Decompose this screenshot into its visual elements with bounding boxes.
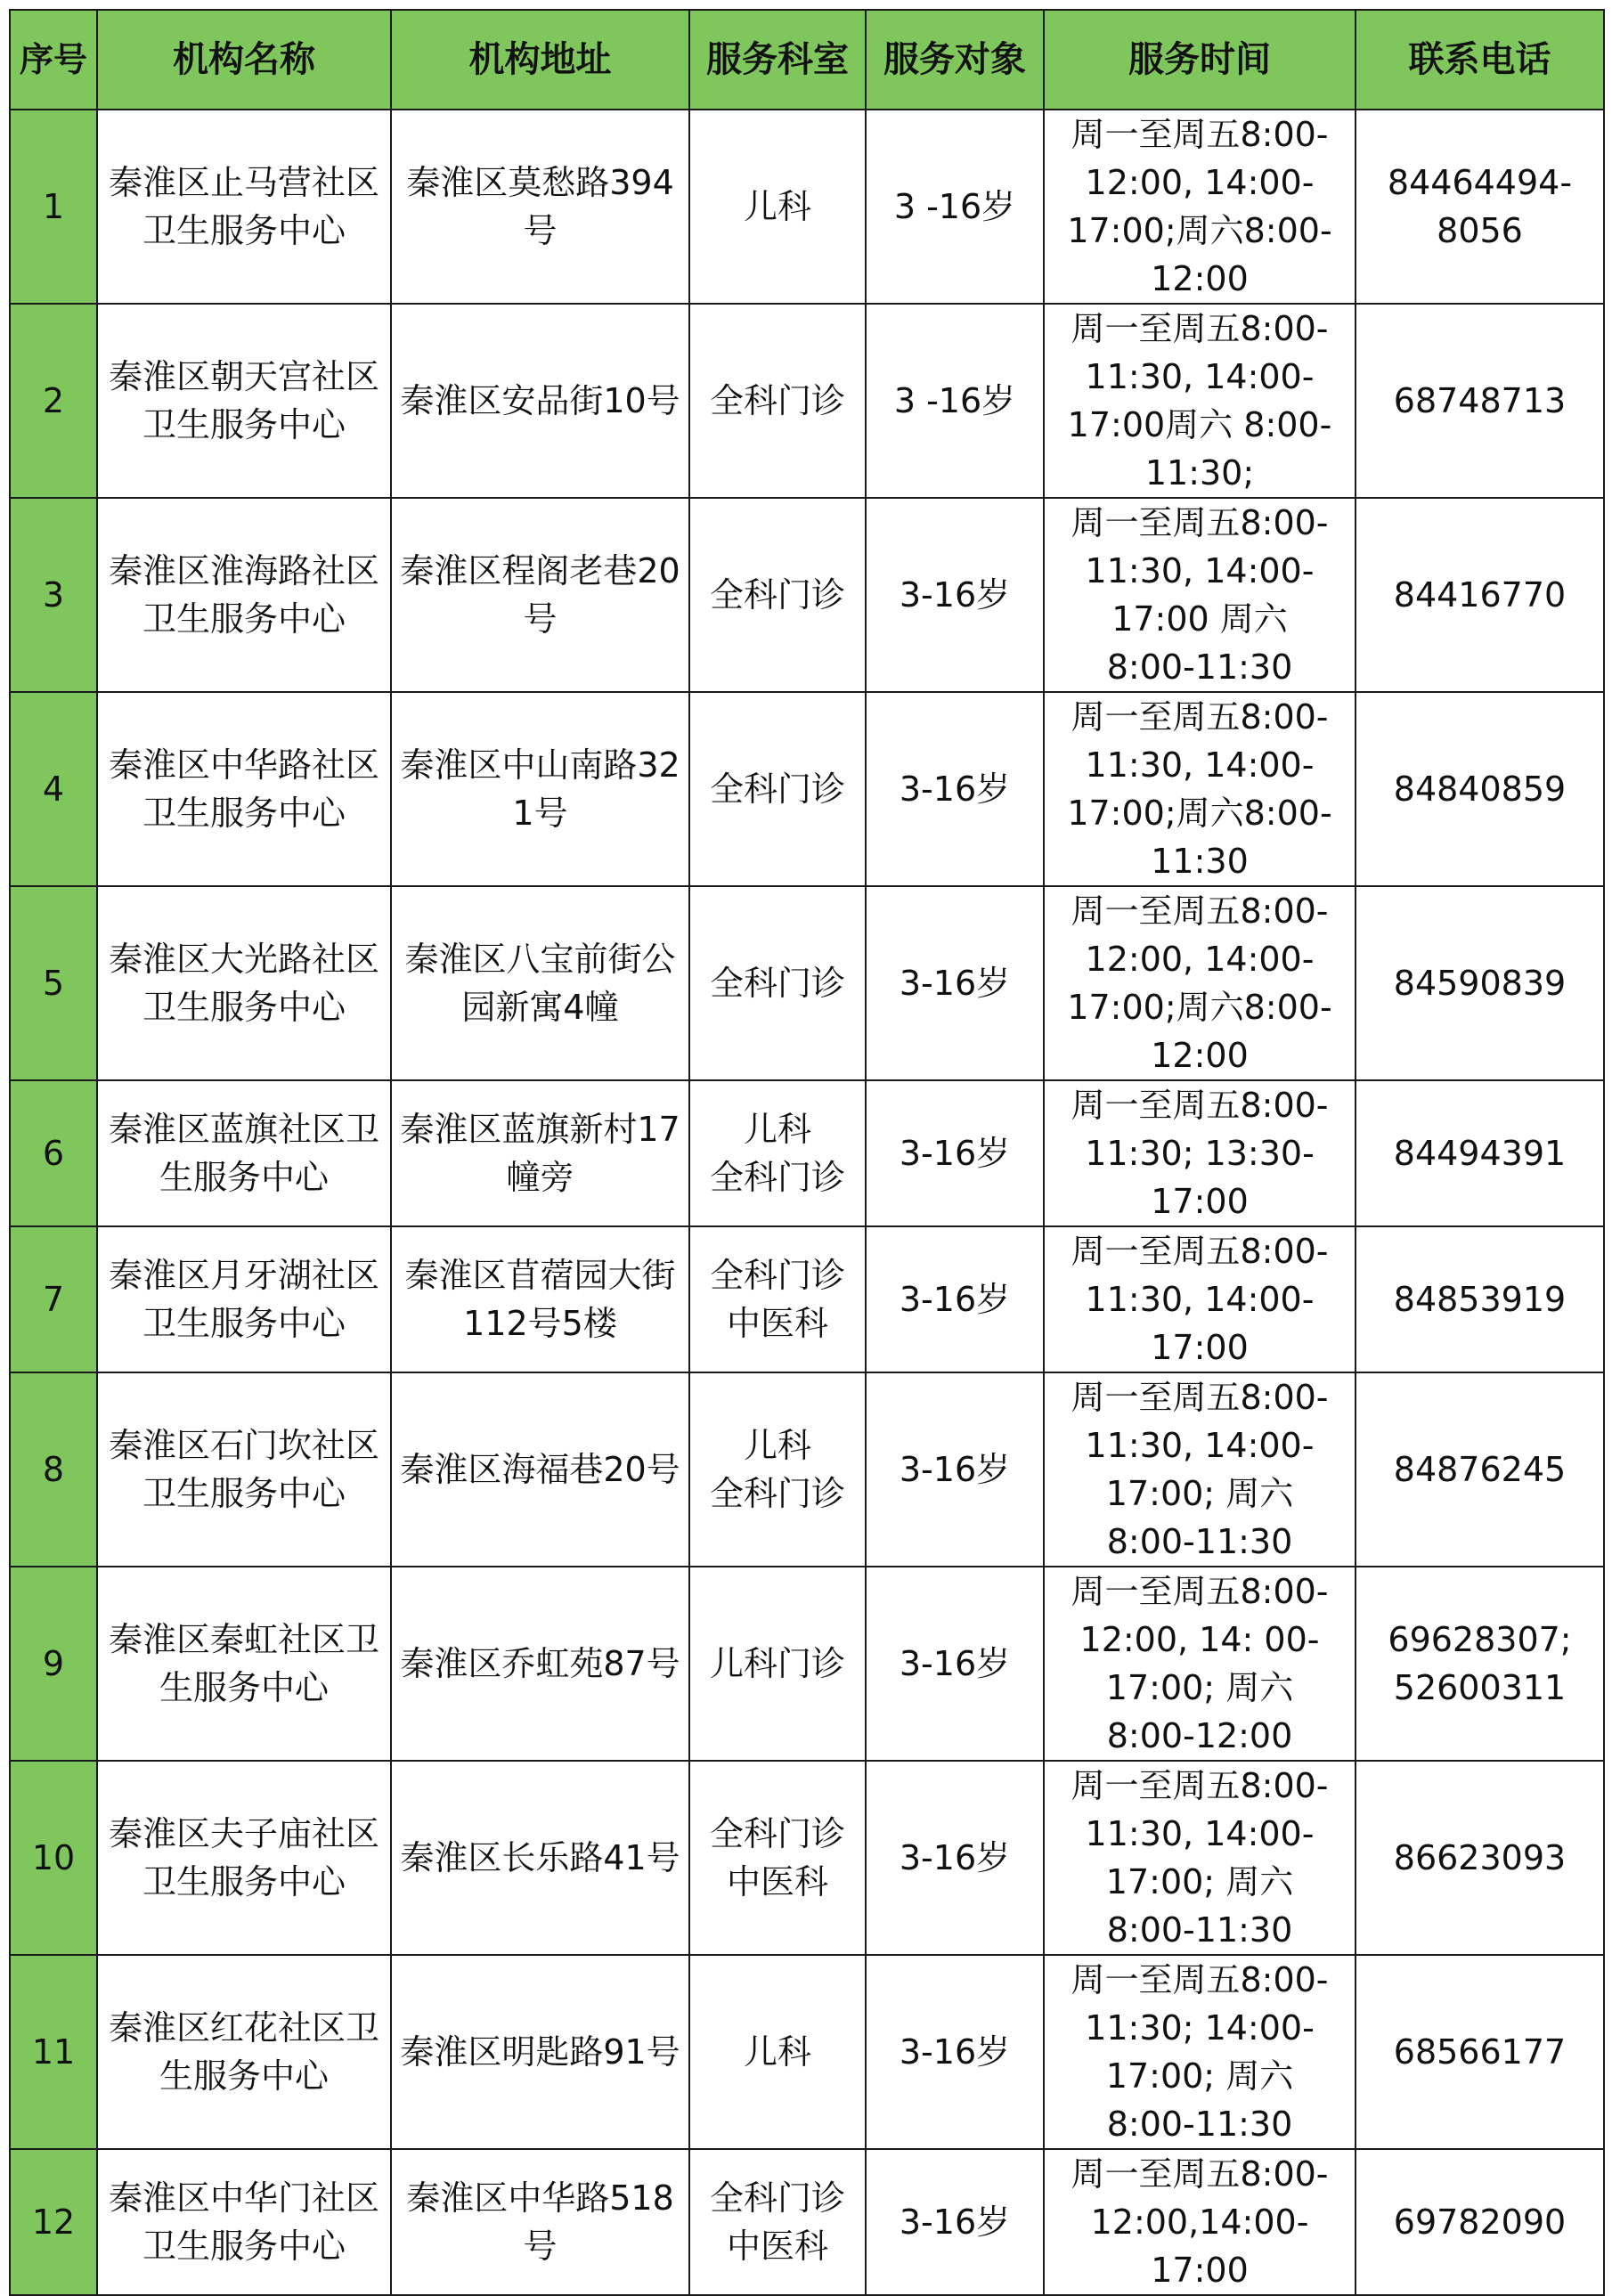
cell-department xyxy=(689,1372,866,1567)
cell-time-line: 周一至周五8:00- xyxy=(1071,503,1329,542)
cell-name: 秦淮区夫子庙社区卫生服务中心 xyxy=(97,1761,391,1955)
cell-time-line: 17:00 xyxy=(1151,1182,1249,1221)
header-phone: 联系电话 xyxy=(1356,10,1604,110)
cell-time-line: 周一至周五8:00- xyxy=(1071,309,1329,348)
cell-seq: 8 xyxy=(10,1372,97,1567)
cell-seq: 6 xyxy=(10,1080,97,1226)
cell-department-line: 儿科 xyxy=(743,187,811,226)
cell-phone-line: 84876245 xyxy=(1393,1450,1567,1489)
cell-phone-line: 69628307; xyxy=(1388,1620,1572,1659)
cell-time-line: 17:00 周六 xyxy=(1111,599,1288,639)
cell-department xyxy=(689,1761,866,1955)
table-row xyxy=(10,1567,1604,1761)
cell-time-line: 11:30, 14:00- xyxy=(1085,745,1315,785)
cell-seq: 1 xyxy=(10,110,97,304)
cell-phone xyxy=(1356,886,1604,1080)
cell-time-line: 17:00 xyxy=(1151,2251,1249,2290)
cell-time xyxy=(1044,692,1356,886)
cell-target: 3-16岁 xyxy=(866,498,1044,692)
header-seq-label: 序号 xyxy=(19,40,87,79)
cell-target: 3-16岁 xyxy=(866,1567,1044,1761)
cell-time-line: 12:00 xyxy=(1151,1036,1249,1075)
cell-address: 秦淮区长乐路41号 xyxy=(391,1761,689,1955)
cell-department-line: 全科门诊 xyxy=(709,381,845,420)
cell-time-line: 周一至周五8:00- xyxy=(1071,1960,1329,1999)
cell-time-line: 8:00-11:30 xyxy=(1106,2105,1293,2144)
cell-address: 秦淮区明匙路91号 xyxy=(391,1955,689,2149)
cell-department-line: 全科门诊 xyxy=(709,769,845,809)
cell-department-line: 儿科 xyxy=(743,1426,811,1465)
cell-department-line: 全科门诊 xyxy=(709,1256,845,1295)
cell-time-line: 17:00周六 8:00- xyxy=(1067,405,1332,444)
cell-time-line: 11:30, 14:00- xyxy=(1085,1280,1315,1319)
table-row xyxy=(10,1226,1604,1372)
cell-time xyxy=(1044,110,1356,304)
cell-time-line: 12:00, 14:00- xyxy=(1085,163,1315,202)
header-name: 机构名称 xyxy=(97,10,391,110)
cell-seq: 12 xyxy=(10,2149,97,2295)
cell-phone-line: 69782090 xyxy=(1393,2202,1567,2242)
cell-department-line: 儿科 xyxy=(743,2032,811,2072)
cell-time-line: 周一至周五8:00- xyxy=(1071,2154,1329,2194)
cell-department-line: 中医科 xyxy=(726,1304,828,1343)
cell-seq: 3 xyxy=(10,498,97,692)
cell-time xyxy=(1044,1567,1356,1761)
cell-time-line: 11:30, 14:00- xyxy=(1085,1814,1315,1853)
cell-department-line: 中医科 xyxy=(726,1862,828,1901)
cell-department-line: 儿科门诊 xyxy=(709,1644,845,1683)
header-department: 服务科室 xyxy=(689,10,866,110)
cell-time-line: 8:00-11:30 xyxy=(1106,1910,1293,1950)
table-row xyxy=(10,304,1604,498)
cell-department-line: 全科门诊 xyxy=(709,964,845,1003)
cell-time-line: 11:30, 14:00- xyxy=(1085,551,1315,590)
header-time: 服务时间 xyxy=(1044,10,1356,110)
cell-name: 秦淮区秦虹社区卫生服务中心 xyxy=(97,1567,391,1761)
cell-department-line: 全科门诊 xyxy=(709,1158,845,1197)
cell-time-line: 12:00,14:00- xyxy=(1090,2202,1309,2242)
cell-time-line: 11:30; 13:30- xyxy=(1085,1134,1315,1173)
cell-time xyxy=(1044,1372,1356,1567)
cell-target: 3-16岁 xyxy=(866,1080,1044,1226)
cell-seq: 7 xyxy=(10,1226,97,1372)
cell-name: 秦淮区中华门社区卫生服务中心 xyxy=(97,2149,391,2295)
cell-time-line: 11:30; xyxy=(1144,453,1255,493)
cell-address: 秦淮区海福巷20号 xyxy=(391,1372,689,1567)
cell-time-line: 17:00;周六8:00- xyxy=(1067,794,1332,833)
cell-phone-line: 68566177 xyxy=(1393,2032,1567,2072)
cell-department-line: 全科门诊 xyxy=(709,2178,845,2218)
table-row xyxy=(10,886,1604,1080)
table-row xyxy=(10,692,1604,886)
cell-department xyxy=(689,1080,866,1226)
cell-time-line: 17:00;周六8:00- xyxy=(1067,988,1332,1027)
cell-time xyxy=(1044,886,1356,1080)
cell-department xyxy=(689,1226,866,1372)
cell-name: 秦淮区石门坎社区卫生服务中心 xyxy=(97,1372,391,1567)
cell-department-line: 中医科 xyxy=(726,2227,828,2266)
cell-department xyxy=(689,1955,866,2149)
cell-name: 秦淮区淮海路社区卫生服务中心 xyxy=(97,498,391,692)
cell-time-line: 周一至周五8:00- xyxy=(1071,1766,1329,1805)
table-row xyxy=(10,1080,1604,1226)
table-row xyxy=(10,1761,1604,1955)
cell-time-line: 周一至周五8:00- xyxy=(1071,892,1329,931)
cell-phone xyxy=(1356,1226,1604,1372)
cell-phone-line: 8056 xyxy=(1437,211,1523,250)
cell-time-line: 周一至周五8:00- xyxy=(1071,697,1329,737)
cell-phone-line: 84590839 xyxy=(1393,964,1567,1003)
cell-seq: 10 xyxy=(10,1761,97,1955)
cell-time-line: 12:00, 14: 00- xyxy=(1079,1620,1320,1659)
cell-seq: 2 xyxy=(10,304,97,498)
cell-seq: 9 xyxy=(10,1567,97,1761)
cell-time xyxy=(1044,1226,1356,1372)
table-row xyxy=(10,110,1604,304)
cell-name: 秦淮区止马营社区卫生服务中心 xyxy=(97,110,391,304)
cell-time xyxy=(1044,304,1356,498)
cell-time-line: 周一至周五8:00- xyxy=(1071,1232,1329,1271)
cell-time-line: 周一至周五8:00- xyxy=(1071,115,1329,154)
cell-target: 3-16岁 xyxy=(866,2149,1044,2295)
cell-time-line: 11:30 xyxy=(1151,842,1249,881)
cell-phone xyxy=(1356,1761,1604,1955)
cell-address: 秦淮区莫愁路394号 xyxy=(391,110,689,304)
cell-time-line: 17:00; 周六 xyxy=(1105,1668,1294,1707)
cell-time-line: 11:30; 14:00- xyxy=(1085,2008,1315,2048)
cell-department xyxy=(689,2149,866,2295)
cell-phone-line: 86623093 xyxy=(1393,1838,1567,1877)
cell-target: 3 -16岁 xyxy=(866,110,1044,304)
cell-phone-line: 84494391 xyxy=(1393,1134,1567,1173)
table-row xyxy=(10,498,1604,692)
cell-name: 秦淮区朝天宫社区卫生服务中心 xyxy=(97,304,391,498)
cell-address: 秦淮区蓝旗新村17幢旁 xyxy=(391,1080,689,1226)
cell-name: 秦淮区月牙湖社区卫生服务中心 xyxy=(97,1226,391,1372)
cell-address: 秦淮区中华路518号 xyxy=(391,2149,689,2295)
table-row xyxy=(10,1955,1604,2149)
cell-time xyxy=(1044,1955,1356,2149)
cell-name: 秦淮区大光路社区卫生服务中心 xyxy=(97,886,391,1080)
cell-target: 3 -16岁 xyxy=(866,304,1044,498)
cell-phone xyxy=(1356,1080,1604,1226)
cell-name: 秦淮区红花社区卫生服务中心 xyxy=(97,1955,391,2149)
cell-time-line: 12:00 xyxy=(1151,259,1249,298)
cell-time-line: 8:00-12:00 xyxy=(1106,1716,1293,1755)
cell-address: 秦淮区安品街10号 xyxy=(391,304,689,498)
cell-phone xyxy=(1356,2149,1604,2295)
table-header-row xyxy=(10,10,1604,110)
table-body xyxy=(10,110,1604,2295)
cell-time-line: 17:00; 周六 xyxy=(1105,1474,1294,1513)
cell-address: 秦淮区八宝前街公园新寓4幢 xyxy=(391,886,689,1080)
cell-phone xyxy=(1356,110,1604,304)
cell-time xyxy=(1044,498,1356,692)
cell-time-line: 17:00; 周六 xyxy=(1105,2056,1294,2096)
cell-time-line: 12:00, 14:00- xyxy=(1085,940,1315,979)
cell-phone xyxy=(1356,498,1604,692)
cell-time-line: 周一至周五8:00- xyxy=(1071,1086,1329,1125)
cell-time-line: 17:00; 周六 xyxy=(1105,1862,1294,1901)
cell-time xyxy=(1044,2149,1356,2295)
cell-time xyxy=(1044,1761,1356,1955)
cell-phone xyxy=(1356,1567,1604,1761)
cell-department xyxy=(689,110,866,304)
cell-department xyxy=(689,692,866,886)
cell-seq: 5 xyxy=(10,886,97,1080)
cell-time-line: 周一至周五8:00- xyxy=(1071,1378,1329,1417)
cell-seq: 11 xyxy=(10,1955,97,2149)
cell-address: 秦淮区苜蓿园大街112号5楼 xyxy=(391,1226,689,1372)
cell-department xyxy=(689,304,866,498)
header-seq xyxy=(10,10,97,110)
cell-phone xyxy=(1356,692,1604,886)
cell-target: 3-16岁 xyxy=(866,1761,1044,1955)
cell-department-line: 全科门诊 xyxy=(709,575,845,615)
cell-target: 3-16岁 xyxy=(866,1226,1044,1372)
cell-phone-line: 52600311 xyxy=(1393,1668,1567,1707)
cell-time-line: 周一至周五8:00- xyxy=(1071,1572,1329,1611)
cell-department xyxy=(689,498,866,692)
cell-phone xyxy=(1356,1955,1604,2149)
cell-target: 3-16岁 xyxy=(866,886,1044,1080)
cell-time-line: 11:30, 14:00- xyxy=(1085,1426,1315,1465)
cell-phone-line: 84840859 xyxy=(1393,769,1567,809)
cell-phone-line: 68748713 xyxy=(1393,381,1567,420)
cell-department-line: 儿科 xyxy=(743,1110,811,1149)
cell-department-line: 全科门诊 xyxy=(709,1474,845,1513)
cell-phone xyxy=(1356,304,1604,498)
header-address: 机构地址 xyxy=(391,10,689,110)
cell-target: 3-16岁 xyxy=(866,692,1044,886)
cell-time-line: 11:30, 14:00- xyxy=(1085,357,1315,396)
cell-time-line: 17:00 xyxy=(1151,1328,1249,1367)
cell-target: 3-16岁 xyxy=(866,1955,1044,2149)
cell-phone-line: 84416770 xyxy=(1393,575,1567,615)
cell-address: 秦淮区乔虹苑87号 xyxy=(391,1567,689,1761)
cell-phone xyxy=(1356,1372,1604,1567)
table-row xyxy=(10,1372,1604,1567)
cell-department xyxy=(689,886,866,1080)
cell-target: 3-16岁 xyxy=(866,1372,1044,1567)
cell-department-line: 全科门诊 xyxy=(709,1814,845,1853)
cell-time-line: 8:00-11:30 xyxy=(1106,1522,1293,1561)
cell-address: 秦淮区程阁老巷20号 xyxy=(391,498,689,692)
clinic-table xyxy=(9,9,1605,2296)
cell-seq: 4 xyxy=(10,692,97,886)
cell-address: 秦淮区中山南路321号 xyxy=(391,692,689,886)
cell-name: 秦淮区中华路社区卫生服务中心 xyxy=(97,692,391,886)
cell-phone-line: 84853919 xyxy=(1393,1280,1567,1319)
cell-department xyxy=(689,1567,866,1761)
cell-time xyxy=(1044,1080,1356,1226)
cell-name: 秦淮区蓝旗社区卫生服务中心 xyxy=(97,1080,391,1226)
header-target: 服务对象 xyxy=(866,10,1044,110)
table-row xyxy=(10,2149,1604,2295)
cell-phone-line: 84464494- xyxy=(1387,163,1573,202)
cell-time-line: 8:00-11:30 xyxy=(1106,647,1293,687)
cell-time-line: 17:00;周六8:00- xyxy=(1067,211,1332,250)
